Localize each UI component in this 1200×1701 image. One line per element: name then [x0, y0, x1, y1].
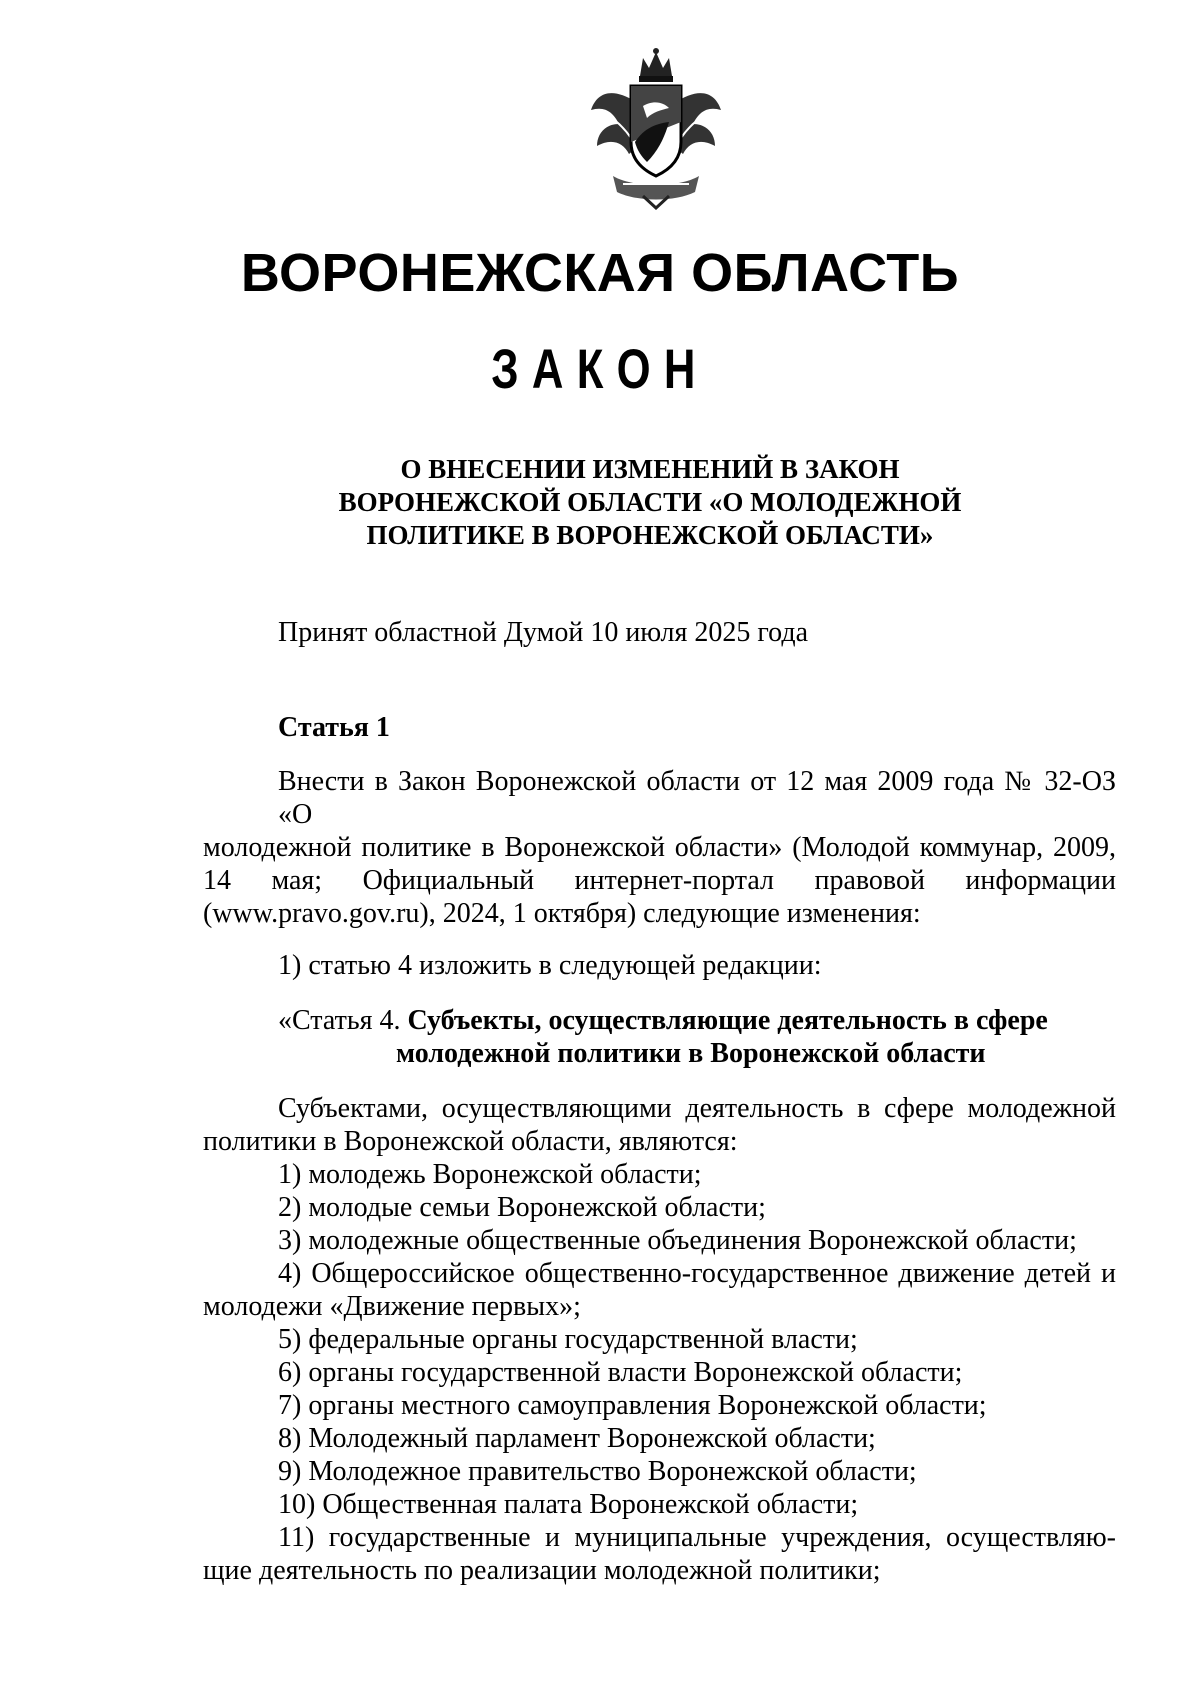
change-item: 1) статью 4 изложить в следующей редакции:	[278, 950, 822, 981]
subjects-intro-line: политики в Воронежской области, являются:	[203, 1126, 738, 1157]
list-item: 6) органы государственной власти Воронежской области;	[278, 1357, 963, 1388]
list-item: 7) органы местного самоуправления Воронежской области;	[278, 1390, 987, 1421]
law-title-line: О ВНЕСЕНИИ ИЗМЕНЕНИЙ В ЗАКОН	[400, 454, 900, 484]
list-item: 5) федеральные органы государственной власти;	[278, 1324, 858, 1355]
coat-of-arms-icon	[583, 46, 729, 210]
subjects-intro-line: Субъектами, осуществляющими деятельность в сфере молодежной	[278, 1093, 1116, 1124]
article4-heading	[203, 1004, 1116, 1037]
document-type: ЗАКОН	[491, 337, 709, 400]
article4-title-cont: молодежной политики в Воронежской области	[396, 1038, 986, 1069]
list-item: 11) государственные и муниципальные учреждения, осуществляю-	[278, 1522, 1116, 1553]
list-item: молодежи «Движение первых»;	[203, 1291, 581, 1322]
list-item: 9) Молодежное правительство Воронежской области;	[278, 1456, 917, 1487]
list-item: 1) молодежь Воронежской области;	[278, 1159, 702, 1190]
law-title-line: ПОЛИТИКЕ В ВОРОНЕЖСКОЙ ОБЛАСТИ»	[366, 520, 934, 550]
list-item: 10) Общественная палата Воронежской области;	[278, 1489, 859, 1520]
article4-title: Субъекты, осуществляющие деятельность в сфере	[407, 1005, 1048, 1036]
list-item: 3) молодежные общественные объединения Воронежской области;	[278, 1225, 1077, 1256]
law-title	[150, 453, 1150, 552]
list-item: 8) Молодежный парламент Воронежской области;	[278, 1423, 876, 1454]
intro-line: (www.pravo.gov.ru), 2024, 1 октября) следующие изменения:	[203, 898, 921, 929]
intro-line: молодежной политике в Воронежской области» (Молодой коммунар, 2009,	[203, 832, 1116, 863]
region-name: ВОРОНЕЖСКАЯ ОБЛАСТЬ	[240, 243, 960, 303]
article4-prefix: «Статья 4.	[278, 1005, 408, 1036]
law-title-line: ВОРОНЕЖСКОЙ ОБЛАСТИ «О МОЛОДЕЖНОЙ	[338, 487, 962, 517]
article-body	[203, 765, 1116, 1587]
adoption-note: Принят областной Думой 10 июля 2025 года	[278, 617, 809, 648]
list-item: 2) молодые семьи Воронежской области;	[278, 1192, 766, 1223]
list-item: щие деятельность по реализации молодежной политики;	[203, 1555, 881, 1586]
article-heading: Статья 1	[278, 712, 390, 743]
intro-line: Внести в Закон Воронежской области от 12 мая 2009 года № 32-ОЗ «О	[278, 766, 1116, 830]
list-item: 4) Общероссийское общественно-государственное движение детей и	[278, 1258, 1116, 1289]
intro-line: 14 мая; Официальный интернет-портал правовой информации	[203, 865, 1116, 896]
